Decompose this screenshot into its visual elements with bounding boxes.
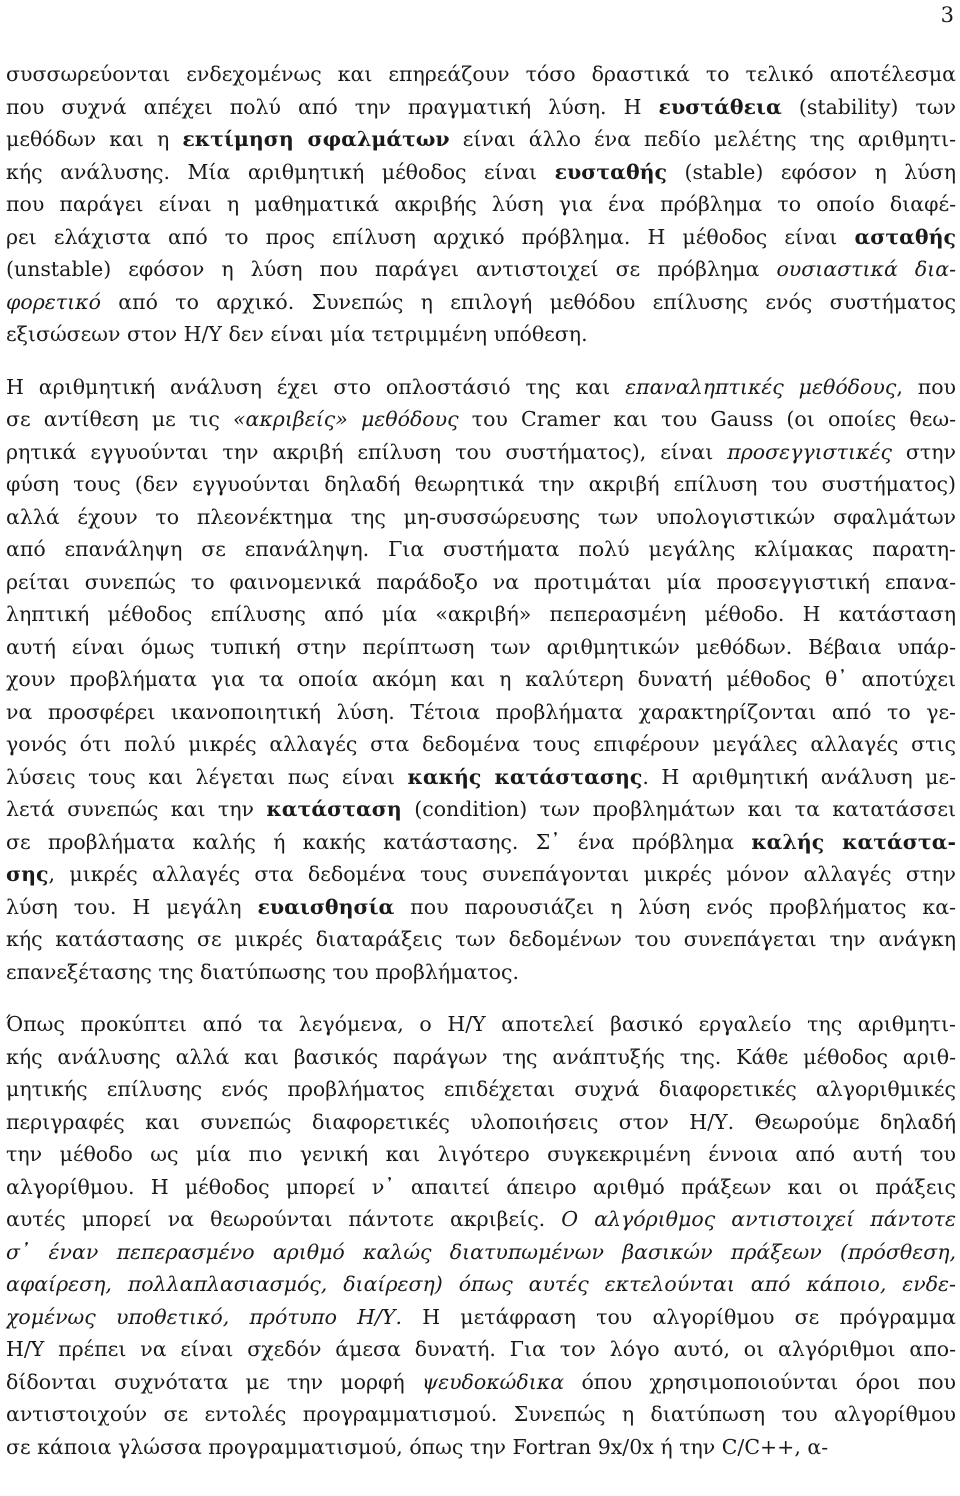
text-line xyxy=(6,598,956,631)
text-line xyxy=(6,468,956,501)
text-line xyxy=(6,631,956,664)
text-run: σε κάποια γλώσσα προγραμματισμού, όπως την Fortran 9x/0x ή την C/C++, α- xyxy=(6,1434,829,1459)
bold-term: κατάσταση xyxy=(266,797,402,821)
paragraph-gap xyxy=(6,988,956,1008)
text-line xyxy=(6,663,956,696)
text-run: σε προβλήματα καλής ή κακής κατάστασης. Σ᾽ ένα πρόβλημα xyxy=(6,829,752,854)
text-line xyxy=(6,891,956,924)
text-run: , μικρές αλλαγές στα δεδομένα τους συνεπάγονται μικρές μόνον αλλαγές στην xyxy=(48,862,956,886)
text-line xyxy=(6,533,956,566)
text-line xyxy=(6,501,956,534)
text-line xyxy=(6,566,956,599)
text-run: αλγορίθμου. Η μέθοδος μπορεί ν᾽ απαιτεί άπειρο αριθμό πράξεων και οι πράξεις xyxy=(6,1174,956,1199)
text-run: από επανάληψη σε επανάληψη. Για συστήματα πολύ μεγάλης κλίμακας παρατη- xyxy=(6,537,956,561)
paragraph xyxy=(6,58,956,351)
text-line xyxy=(6,156,956,189)
page-number: 3 xyxy=(940,3,954,27)
bold-term: καλής κατάστα- xyxy=(751,829,956,854)
text-run: Όπως προκύπτει από τα λεγόμενα, ο Η/Υ αποτελεί βασικό εργαλείο της αριθμητι- xyxy=(6,1012,956,1036)
text-run: να προσφέρει ικανοποιητική λύση. Τέτοια προβλήματα χαρακτηρίζονται από το γε- xyxy=(6,699,956,724)
bold-term: ευστάθεια xyxy=(658,94,782,119)
text-line xyxy=(6,1041,956,1074)
text-run: του Cramer και του Gauss (οι οποίες θεω- xyxy=(458,407,956,431)
text-run: ρητικά εγγυούνται την ακριβή επίλυση του συστήματος), είναι xyxy=(6,439,728,464)
text-line xyxy=(6,253,956,286)
paragraph-gap xyxy=(6,351,956,371)
text-line xyxy=(6,1398,956,1431)
text-run: γονός ότι πολύ μικρές αλλαγές στα δεδομένα τους επιφέρουν μεγάλες αλλαγές στις xyxy=(6,732,956,756)
paragraph xyxy=(6,371,956,989)
text-run: αντιστοιχούν σε εντολές προγραμματισμού. Συνεπώς η διατύπωση του αλγορίθμου xyxy=(6,1402,956,1426)
text-run: σε αντίθεση με τις xyxy=(6,407,233,431)
text-line xyxy=(6,123,956,156)
text-run: αλλά έχουν το πλεονέκτημα της μη-συσσώρευσης των υπολογιστικών σφαλμάτων xyxy=(6,504,956,529)
text-line xyxy=(6,1366,956,1399)
text-line xyxy=(6,1171,956,1204)
text-line xyxy=(6,728,956,761)
text-run: Η/Υ πρέπει να είναι σχεδόν άμεσα δυνατή. Για τον λόγο αυτό, οι αλγόριθμοι απο- xyxy=(6,1337,956,1361)
italic-term: ψευδοκώδικα xyxy=(422,1369,565,1394)
text-line xyxy=(6,1431,956,1464)
text-run: φύση τους (δεν εγγυούνται δηλαδή θεωρητικά την ακριβή επίλυση του συστήματος) xyxy=(6,472,956,496)
text-run: Η μετάφραση του αλγορίθμου σε πρόγραμμα xyxy=(401,1304,956,1329)
italic-term: αφαίρεση, πολλαπλασιασμός, διαίρεση) όπως αυτές εκτελούνται από κάποιο, ενδε- xyxy=(6,1272,956,1296)
text-run: ρείται συνεπώς το φαινομενικά παράδοξο να προτιμάται μία προσεγγιστική επανα- xyxy=(6,569,956,594)
bold-term: εκτίμηση σφαλμάτων xyxy=(182,127,450,151)
text-run: λύσεις τους και λέγεται πως είναι xyxy=(6,764,408,789)
italic-term: φορετικό xyxy=(6,289,101,314)
text-run: (stable) εφόσον η λύση xyxy=(667,159,956,184)
body-text xyxy=(6,58,956,1463)
text-line xyxy=(6,1236,956,1269)
text-run: αυτή είναι όμως τυπική στην περίπτωση των αριθμητικών μεθόδων. Βέβαια υπάρ- xyxy=(6,634,956,659)
text-line xyxy=(6,58,956,91)
italic-term: χομένως υποθετικό, πρότυπο Η/Υ. xyxy=(6,1304,402,1329)
text-line xyxy=(6,1106,956,1139)
text-run: αυτές μπορεί να θεωρούνται πάντοτε ακριβείς. xyxy=(6,1207,562,1231)
italic-term: προσεγγιστικές xyxy=(727,439,892,464)
text-line xyxy=(6,371,956,404)
text-line xyxy=(6,923,956,956)
text-line xyxy=(6,286,956,319)
text-line xyxy=(6,1268,956,1301)
text-line xyxy=(6,403,956,436)
bold-term: σης xyxy=(6,862,49,886)
text-line xyxy=(6,1138,956,1171)
text-run: περιγραφές και συνεπώς διαφορετικές υλοποιήσεις στον Η/Υ. Θεωρούμε δηλαδή xyxy=(6,1109,956,1134)
text-run: Η αριθμητική ανάλυση έχει στο οπλοστάσιό της και xyxy=(6,374,626,399)
text-line xyxy=(6,761,956,794)
text-run: που παράγει είναι η μαθηματικά ακριβής λύση για ένα πρόβλημα το οποίο διαφέ- xyxy=(6,192,956,216)
text-run: στην xyxy=(891,439,956,464)
text-run: (stability) των xyxy=(781,94,956,119)
text-line xyxy=(6,1301,956,1334)
text-run: δίδονται συχνότατα με την μορφή xyxy=(6,1369,423,1394)
bold-term: ευσταθής xyxy=(554,159,668,184)
text-line xyxy=(6,188,956,221)
text-line xyxy=(6,1333,956,1366)
text-run: όπου χρησιμοποιούνται όροι που xyxy=(564,1369,956,1394)
text-line xyxy=(6,826,956,859)
italic-term: σ᾽ έναν πεπερασμένο αριθμό καλώς διατυπωμένων βασικών πράξεων (πρόσθεση, xyxy=(6,1239,956,1264)
italic-term: ουσιαστικά δια- xyxy=(776,257,956,281)
text-run: που συχνά απέχει πολύ από την πραγματική λύση. Η xyxy=(6,94,659,119)
italic-term: Ο αλγόριθμος αντιστοιχεί πάντοτε xyxy=(561,1207,956,1231)
bold-term: ασταθής xyxy=(854,224,956,249)
text-run: από το αρχικό. Συνεπώς η επιλογή μεθόδου επίλυσης ενός συστήματος xyxy=(100,289,956,314)
text-line xyxy=(6,793,956,826)
text-line xyxy=(6,221,956,254)
text-run: κής κατάστασης σε μικρές διαταράξεις των δεδομένων του συνεπάγεται την ανάγκη xyxy=(6,927,956,951)
text-run: είναι άλλο ένα πεδίο μελέτης της αριθμητι- xyxy=(449,127,956,151)
paragraph xyxy=(6,1008,956,1463)
text-line xyxy=(6,956,956,989)
bold-term: κακής κατάστασης xyxy=(407,764,643,789)
text-run: εξισώσεων στον Η/Υ δεν είναι μία τετριμμένη υπόθεση. xyxy=(6,322,588,346)
bold-term: ευαισθησία xyxy=(257,894,395,919)
text-run: κής ανάλυσης αλλά και βασικός παράγων της ανάπτυξής της. Κάθε μέθοδος αριθ- xyxy=(6,1044,956,1069)
text-run: . Η αριθμητική ανάλυση με- xyxy=(642,764,956,789)
text-run: μητικής επίλυσης ενός προβλήματος επιδέχεται συχνά διαφορετικές αλγοριθμικές xyxy=(6,1077,956,1101)
text-run: κής ανάλυσης. Μία αριθμητική μέθοδος είναι xyxy=(6,159,555,184)
text-line xyxy=(6,1203,956,1236)
text-run: την μέθοδο ως μία πιο γενική και λιγότερο συγκεκριμένη έννοια από αυτή του xyxy=(6,1142,956,1166)
text-run: επανεξέτασης της διατύπωσης του προβλήματος. xyxy=(6,959,520,984)
text-line xyxy=(6,91,956,124)
text-line xyxy=(6,1073,956,1106)
text-line xyxy=(6,318,956,351)
italic-term: επαναληπτικές μεθόδους xyxy=(625,374,897,399)
text-line xyxy=(6,858,956,891)
text-run: μεθόδων και η xyxy=(6,127,183,151)
text-run: (unstable) εφόσον η λύση που παράγει αντιστοιχεί σε πρόβλημα xyxy=(6,257,777,281)
text-run: , που xyxy=(896,374,956,399)
text-run: ληπτική μέθοδος επίλυσης από μία «ακριβή» πεπερασμένη μέθοδο. Η κατάσταση xyxy=(6,602,956,626)
text-run: που παρουσιάζει η λύση ενός προβλήματος κα- xyxy=(394,894,956,919)
text-run: λύση του. Η μεγάλη xyxy=(6,894,258,919)
text-line xyxy=(6,1008,956,1041)
text-run: χουν προβλήματα για τα οποία ακόμη και η καλύτερη δυνατή μέθοδος θ᾽ αποτύχει xyxy=(6,667,956,691)
text-run: λετά συνεπώς και την xyxy=(6,797,267,821)
italic-term: «ακριβείς» μεθόδους xyxy=(232,407,459,431)
text-run: (condition) των προβλημάτων και τα κατατάσσει xyxy=(401,797,956,821)
text-line xyxy=(6,436,956,469)
text-run: συσσωρεύονται ενδεχομένως και επηρεάζουν τόσο δραστικά το τελικό αποτέλεσμα xyxy=(6,62,956,86)
text-line xyxy=(6,696,956,729)
text-run: ρει ελάχιστα από το προς επίλυση αρχικό πρόβλημα. Η μέθοδος είναι xyxy=(6,224,855,249)
